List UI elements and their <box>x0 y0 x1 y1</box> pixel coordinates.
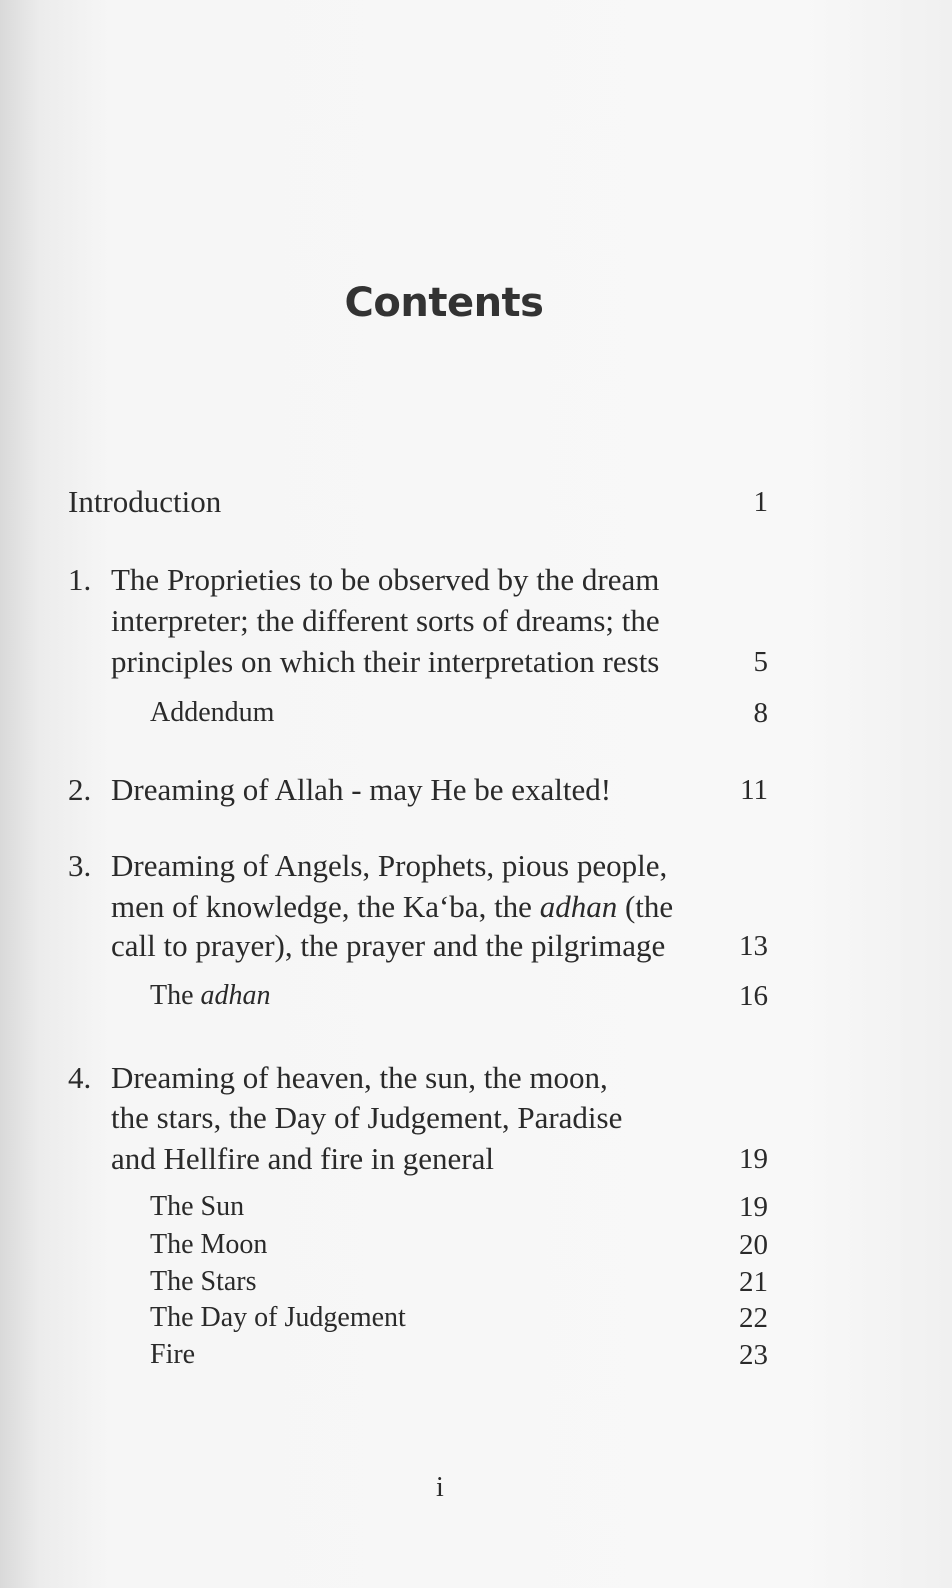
entry-title-line: interpreter; the different sorts of dreams; the <box>111 603 660 638</box>
entry-title-line: the stars, the Day of Judgement, Paradise <box>111 1100 623 1135</box>
text-segment: men of knowledge, the Ka‘ba, the <box>111 889 540 924</box>
entry-title <box>150 976 271 1016</box>
chapter-number: 2. <box>68 772 92 807</box>
entry-title-line: Dreaming of heaven, the sun, the moon, <box>111 1060 608 1095</box>
entry-title: The Sun <box>150 1191 245 1222</box>
entry-title: The Day of Judgement <box>150 1302 406 1333</box>
page-number: 16 <box>739 980 768 1012</box>
entry-title-line: call to prayer), the prayer and the pilgrimage <box>111 928 666 963</box>
page-number: 1 <box>753 486 768 518</box>
page-number: 23 <box>739 1339 768 1371</box>
chapter-number: 1. <box>68 562 92 597</box>
entry-title-line: principles on which their interpretation rests <box>111 644 660 679</box>
entry-title-line: Dreaming of Angels, Prophets, pious people, <box>111 848 668 883</box>
page-number: 22 <box>739 1302 768 1334</box>
entry-title-line: The Proprieties to be observed by the dream <box>111 562 660 597</box>
page-number: 11 <box>740 774 768 806</box>
chapter-number: 3. <box>68 848 92 883</box>
italic-term: adhan <box>200 980 271 1011</box>
page-number: 13 <box>739 930 768 962</box>
chapter-number: 4. <box>68 1060 92 1095</box>
entry-title: The Moon <box>150 1229 268 1260</box>
page-number: 21 <box>739 1266 768 1298</box>
entry-title-line <box>111 887 673 927</box>
page-number: 19 <box>739 1191 768 1223</box>
folio-page-number: i <box>436 1472 444 1503</box>
page-number: 19 <box>739 1143 768 1175</box>
entry-title: Fire <box>150 1339 196 1370</box>
entry-title-line: Dreaming of Allah - may He be exalted! <box>111 772 612 807</box>
page-number: 20 <box>739 1229 768 1261</box>
page-number: 5 <box>753 646 768 678</box>
entry-title: Introduction <box>68 484 222 519</box>
entry-title-line: and Hellfire and fire in general <box>111 1141 495 1176</box>
italic-term: adhan <box>539 889 618 924</box>
text-segment: The <box>150 980 201 1011</box>
page-title: Contents <box>344 280 544 326</box>
entry-title: Addendum <box>150 697 275 728</box>
text-segment: (the <box>617 889 674 924</box>
page-number: 8 <box>753 697 768 729</box>
entry-title: The Stars <box>150 1266 257 1297</box>
